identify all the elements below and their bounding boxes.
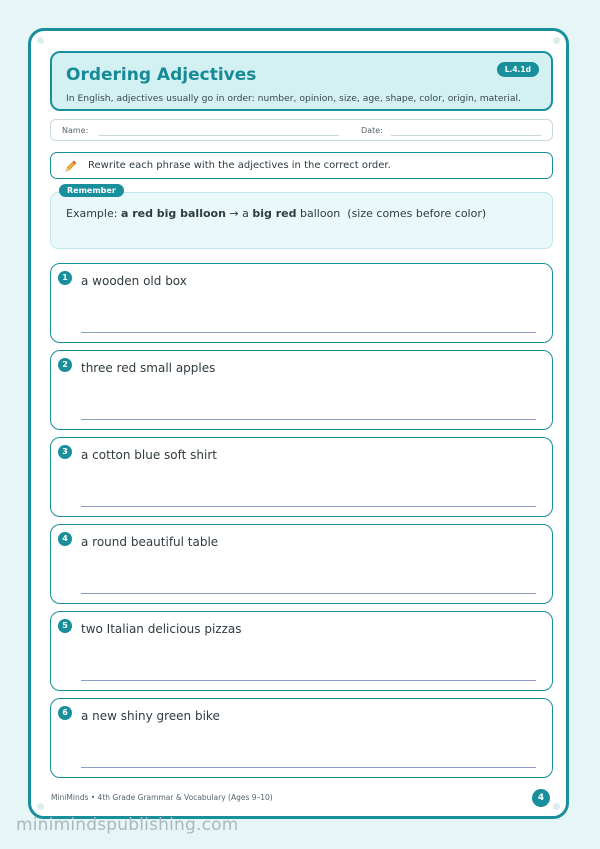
instruction-box [50, 152, 553, 179]
question-text: a wooden old box [81, 274, 187, 288]
question-card-6 [50, 698, 553, 778]
standard-badge: L.4.1d [497, 62, 539, 77]
corner-dot [553, 37, 560, 44]
name-date-bar [50, 119, 553, 141]
example-article: a [242, 207, 249, 220]
page-title: Ordering Adjectives [66, 65, 257, 85]
question-number: 3 [58, 445, 72, 459]
corner-dot [37, 803, 44, 810]
example-sentence [66, 207, 486, 220]
answer-line[interactable] [81, 419, 536, 420]
question-card-4 [50, 524, 553, 604]
instruction-text: Rewrite each phrase with the adjectives in the correct order. [88, 160, 391, 171]
example-wrong-order: a red big balloon [120, 207, 226, 220]
question-number: 5 [58, 619, 72, 633]
answer-line[interactable] [81, 680, 536, 681]
date-label: Date: [361, 126, 383, 135]
corner-dot [37, 37, 44, 44]
question-card-3 [50, 437, 553, 517]
date-field[interactable] [391, 135, 541, 136]
answer-line[interactable] [81, 767, 536, 768]
question-text: three red small apples [81, 361, 216, 375]
question-number: 1 [58, 271, 72, 285]
answer-line[interactable] [81, 506, 536, 507]
header-panel [50, 51, 553, 111]
question-number: 4 [58, 532, 72, 546]
question-text: a round beautiful table [81, 535, 219, 549]
question-card-1 [50, 263, 553, 343]
arrow-glyph: → [229, 207, 239, 220]
question-number: 2 [58, 358, 72, 372]
watermark: minimindspublishing.com [16, 815, 239, 835]
remember-tag: Remember [59, 184, 124, 197]
question-text: a cotton blue soft shirt [81, 448, 217, 462]
answer-line[interactable] [81, 332, 536, 333]
example-note: (size comes before color) [347, 207, 487, 220]
page-number-badge: 4 [532, 789, 550, 807]
example-prefix: Example: [66, 207, 118, 220]
pencil-icon [64, 159, 78, 173]
example-noun: balloon [300, 207, 341, 220]
remember-box [50, 192, 553, 249]
question-card-5 [50, 611, 553, 691]
question-text: a new shiny green bike [81, 709, 220, 723]
footer-text: MiniMinds • 4th Grade Grammar & Vocabulary (Ages 9–10) [51, 793, 273, 802]
example-right-order: big red [252, 207, 297, 220]
name-label: Name: [62, 126, 89, 135]
answer-line[interactable] [81, 593, 536, 594]
corner-dot [553, 803, 560, 810]
question-text: two Italian delicious pizzas [81, 622, 242, 636]
page-subtitle: In English, adjectives usually go in order: number, opinion, size, age, shape, color, origin, material. [66, 93, 521, 104]
question-card-2 [50, 350, 553, 430]
name-field[interactable] [99, 135, 339, 136]
question-number: 6 [58, 706, 72, 720]
worksheet-page [28, 28, 569, 819]
